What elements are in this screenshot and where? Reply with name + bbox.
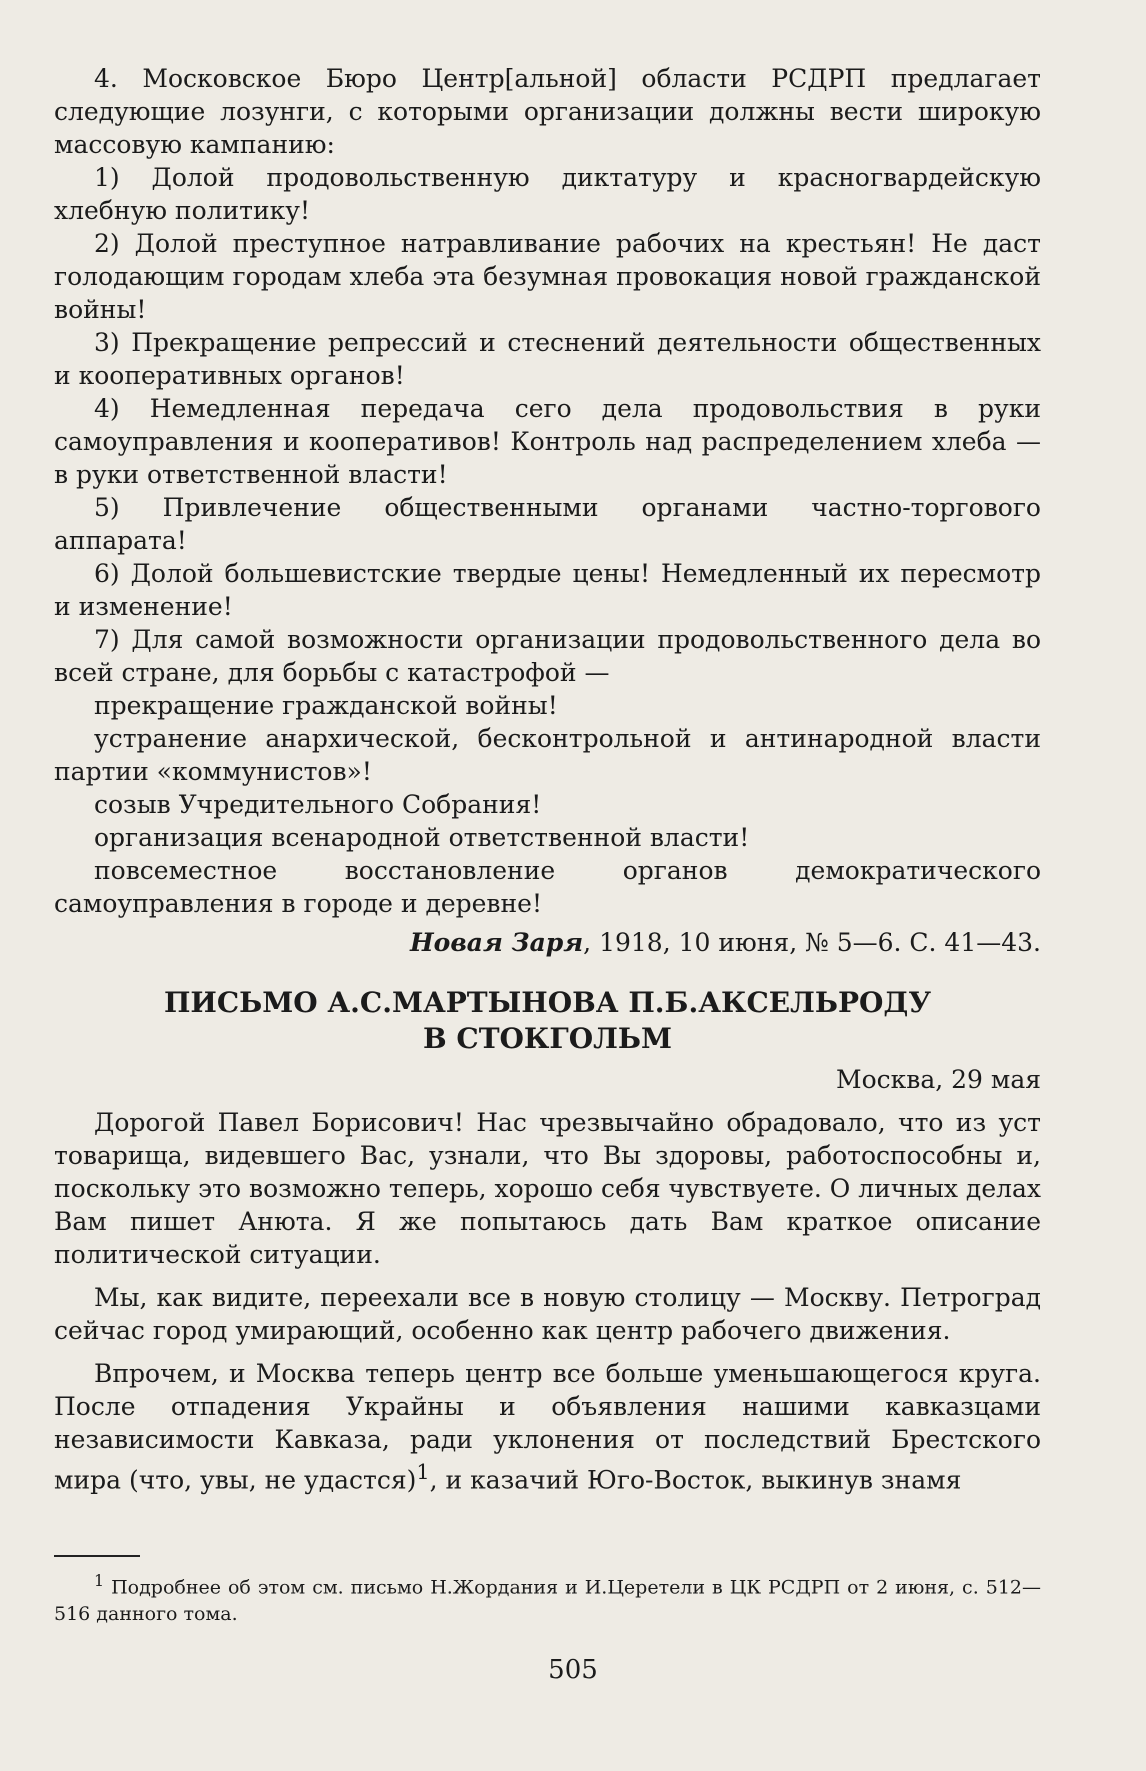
letter-dateline: Москва, 29 мая <box>835 1065 1041 1094</box>
letter-paragraph: Дорогой Павел Борисович! Нас чрезвычайно обрадовало, что из уст товарища, видевшего Вас, узнали, что Вы здоровы, работоспособны и, поскольку это возможно теперь, хорошо себя чувствуете. О личных делах Вам пишет Анюта. Я же попытаюсь дать Вам краткое описание политической ситуации. <box>54 1108 1041 1269</box>
slogan-subitem: устранение анархической, бесконтрольной и антинародной власти партии «коммунистов»! <box>54 724 1041 786</box>
main-text-column <box>54 62 1041 1496</box>
letter-paragraph-text: , и казачий Юго-Восток, выкинув знамя <box>429 1465 962 1495</box>
slogan-item: 7) Для самой возможности организации продовольственного дела во всей стране, для борьбы с катастрофой — <box>54 625 1041 687</box>
slogan-subitem: повсеместное восстановление органов демократического самоуправления в городе и деревне! <box>54 856 1041 918</box>
source-newspaper: Новая Заря <box>410 928 584 957</box>
page-number: 505 <box>548 1655 598 1685</box>
slogan-item: 4) Немедленная передача сего дела продовольствия в руки самоуправления и кооперативов! Контроль над распределением хлеба — в руки ответственной власти! <box>54 394 1041 489</box>
letter-paragraph-text: Впрочем, и Москва теперь центр все больше уменьшающегося круга. После отпадения Украйны и объявления нашими кавказцами независимости Кавказа, ради уклонения от последствий Брестского мира (что, увы, не удастся) <box>54 1359 1041 1495</box>
letter-title-line: В СТОКГОЛЬМ <box>423 1022 672 1055</box>
source-details: , 1918, 10 июня, № 5—6. С. 41—43. <box>583 928 1041 957</box>
slogan-item: 2) Долой преступное натравливание рабочих на крестьян! Не даст голодающим городам хлеба эта безумная провокация новой гражданской войны! <box>54 229 1041 324</box>
slogan-item: 3) Прекращение репрессий и стеснений деятельности общественных и кооперативных органов! <box>54 328 1041 390</box>
letter-title-line: ПИСЬМО А.С.МАРТЫНОВА П.Б.АКСЕЛЬРОДУ <box>163 986 932 1019</box>
slogan-item: 6) Долой большевистские твердые цены! Немедленный их пересмотр и изменение! <box>54 559 1041 621</box>
footnote-reference[interactable]: 1 <box>416 1460 430 1484</box>
footnote-divider <box>54 1555 140 1557</box>
footnote-text: Подробнее об этом см. письмо Н.Жордания и И.Церетели в ЦК РСДРП от 2 июня, с. 512—516 данного тома. <box>54 1576 1041 1626</box>
slogan-subitem: созыв Учредительного Собрания! <box>94 790 542 819</box>
slogan-item: 1) Долой продовольственную диктатуру и красногвардейскую хлебную политику! <box>54 163 1041 225</box>
footnote-mark: 1 <box>94 1571 105 1590</box>
source-citation <box>54 926 1041 959</box>
slogan-subitem: прекращение гражданской войны! <box>94 691 558 720</box>
slogan-item: 5) Привлечение общественными органами частно-торгового аппарата! <box>54 493 1041 555</box>
letter-paragraph: Мы, как видите, переехали все в новую столицу — Москву. Петроград сейчас город умирающий, особенно как центр рабочего движения. <box>54 1283 1041 1345</box>
footnote-text-block <box>54 1567 1041 1628</box>
slogan-subitem: организация всенародной ответственной власти! <box>94 823 750 852</box>
letter-paragraph <box>54 1357 1041 1496</box>
slogans-intro: 4. Московское Бюро Центр[альной] области РСДРП предлагает следующие лозунги, с которыми организации должны вести широкую массовую кампанию: <box>54 64 1041 159</box>
footnote <box>54 1555 1041 1628</box>
letter-title <box>54 985 1041 1057</box>
